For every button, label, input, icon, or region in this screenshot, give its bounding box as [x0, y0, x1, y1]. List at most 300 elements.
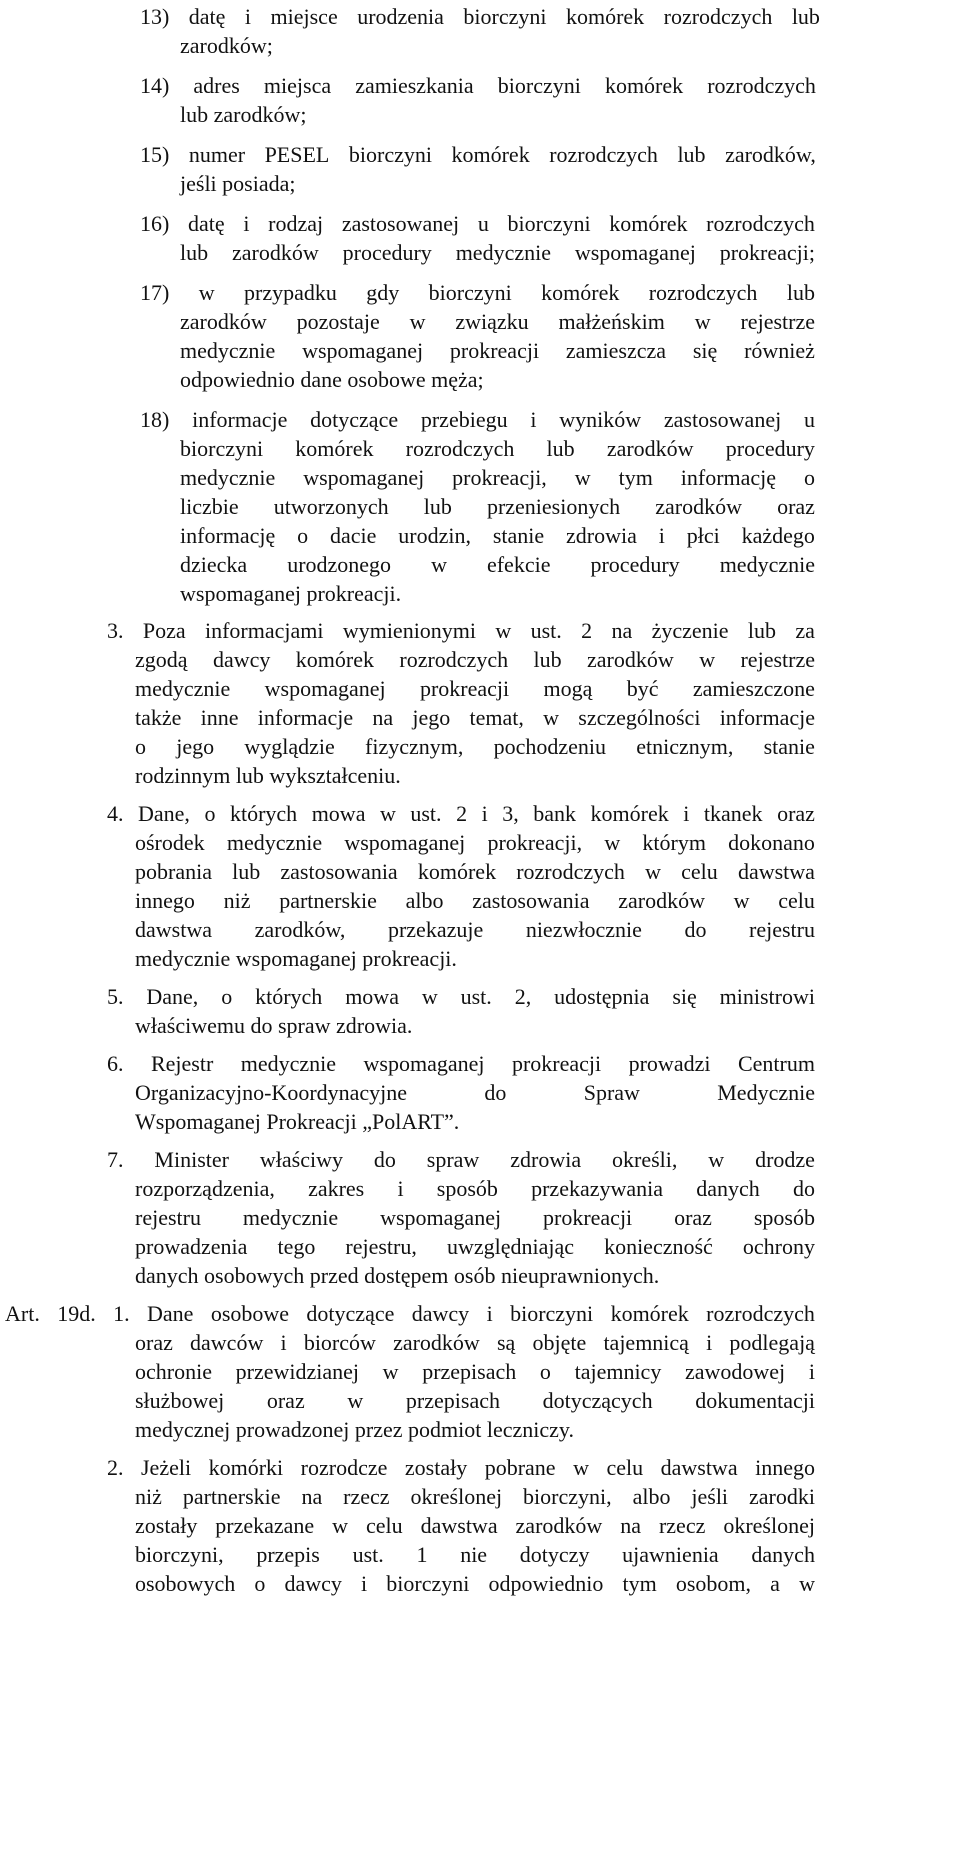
text-word: oraz	[135, 1330, 173, 1355]
text-line	[107, 799, 815, 829]
text-word: mowa	[311, 801, 366, 826]
text-word: rozporządzenia,	[135, 1176, 275, 1201]
text-word: wspomaganej	[302, 338, 424, 363]
text-line	[135, 1357, 815, 1387]
text-line	[135, 1174, 815, 1204]
text-word: zdrowia	[566, 523, 637, 548]
text-word: objęte	[532, 1330, 587, 1355]
text-word: w	[574, 465, 591, 490]
text-word: w	[431, 552, 447, 577]
text-word: biorczyni	[180, 436, 264, 461]
text-word: komórek	[295, 647, 374, 672]
text-word: danych	[751, 1542, 815, 1567]
text-word: przewidzianej	[235, 1359, 359, 1384]
text-word: służbowej	[135, 1388, 225, 1413]
text-word: stanie	[492, 523, 545, 548]
text-word: i	[706, 1330, 713, 1355]
text-word: urodzin,	[398, 523, 471, 548]
text-line	[107, 1453, 815, 1483]
text-line	[135, 645, 815, 675]
text-word: u	[477, 211, 489, 236]
text-word: wymienionymi	[342, 618, 477, 643]
text-word: przypadku	[244, 280, 337, 305]
text-word: urodzonego	[287, 552, 392, 577]
text-word: procedury	[342, 240, 432, 265]
text-word: Jeżeli	[141, 1455, 192, 1480]
text-word: przepis	[256, 1542, 320, 1567]
text-word: innego	[755, 1455, 815, 1480]
text-line	[140, 140, 816, 170]
text-word: lub	[533, 647, 562, 672]
text-word: wspomaganej	[344, 830, 466, 855]
text-word: Rejestr	[150, 1051, 214, 1076]
text-word: wspomaganej	[574, 240, 696, 265]
text-word: miejsca	[263, 73, 332, 98]
text-word: komórek	[609, 211, 688, 236]
text-word: o	[297, 523, 309, 548]
text-line: jeśli posiada;	[180, 171, 296, 196]
text-word: 2	[456, 801, 468, 826]
text-word: o	[135, 734, 146, 759]
text-word: rzecz	[658, 1513, 706, 1538]
text-line	[135, 1386, 815, 1416]
text-word: rozrodczych	[405, 436, 515, 461]
text-word: lub	[791, 4, 820, 29]
text-word: do	[792, 1176, 815, 1201]
text-word: rodzaj	[268, 211, 324, 236]
text-word: prokreacji	[419, 676, 510, 701]
text-word: dawcy	[284, 1571, 342, 1596]
text-word: 15)	[140, 142, 170, 167]
text-word: informacjami	[204, 618, 324, 643]
text-word: inne	[200, 705, 239, 730]
text-word: odpowiednio	[488, 1571, 604, 1596]
text-line	[180, 307, 815, 337]
text-line	[135, 1328, 815, 1358]
text-word: rejestrze	[740, 309, 815, 334]
text-word: zakres	[308, 1176, 365, 1201]
text-word: zarodków	[606, 436, 694, 461]
text-word: dawców	[190, 1330, 264, 1355]
text-word: Minister	[154, 1147, 229, 1172]
text-line	[135, 857, 815, 887]
text-word: rejestrze	[740, 647, 815, 672]
text-word: biorczyni	[386, 1571, 470, 1596]
text-line	[140, 278, 815, 308]
text-word: o	[803, 465, 815, 490]
text-word: dacie	[330, 523, 377, 548]
text-word: rozrodczych	[706, 211, 815, 236]
text-word: w	[699, 647, 716, 672]
text-word: medycznie	[719, 552, 815, 577]
text-word: do	[484, 1080, 507, 1105]
text-word: mogą	[543, 676, 593, 701]
text-word: utworzonych	[273, 494, 389, 519]
text-line	[140, 209, 815, 239]
text-word: wspomaganej	[303, 465, 425, 490]
text-word: rozrodczych	[516, 859, 625, 884]
text-word: komórek	[590, 801, 669, 826]
text-word: pobrania	[135, 859, 212, 884]
text-word: są	[497, 1330, 516, 1355]
text-word: rejestru,	[345, 1234, 417, 1259]
text-word: ust.	[530, 618, 562, 643]
text-word: tajemnicy	[574, 1359, 662, 1384]
text-line	[135, 886, 815, 916]
text-line: Wspomaganej Prokreacji „PolART”.	[135, 1109, 460, 1134]
text-word: do	[684, 917, 707, 942]
text-word: albo	[632, 1484, 671, 1509]
text-word: liczbie	[180, 494, 239, 519]
text-word: zastosowanej	[663, 407, 782, 432]
text-word: informację	[180, 523, 276, 548]
text-word: płci	[686, 523, 720, 548]
text-line	[135, 1203, 815, 1233]
text-word: danych	[696, 1176, 760, 1201]
text-word: medycznie	[180, 465, 276, 490]
text-word: rejestru	[135, 1205, 201, 1230]
text-word: lub	[546, 436, 575, 461]
text-word: jego	[412, 705, 451, 730]
text-line	[135, 1569, 815, 1599]
text-word: w	[379, 801, 396, 826]
text-line: rodzinnym lub wykształceniu.	[135, 763, 401, 788]
text-word: dawstwa	[420, 1513, 498, 1538]
text-word: tajemnicą	[603, 1330, 689, 1355]
text-word: informację	[680, 465, 777, 490]
text-word: w	[495, 618, 512, 643]
text-word: 16)	[140, 211, 170, 236]
text-line	[107, 982, 815, 1012]
text-word: dotyczące	[310, 407, 399, 432]
text-word: niezwłocznie	[525, 917, 642, 942]
text-word: 3,	[502, 801, 519, 826]
text-word: medycznie	[455, 240, 551, 265]
text-word: Centrum	[737, 1051, 815, 1076]
text-word: w	[645, 859, 661, 884]
text-line	[135, 732, 815, 762]
text-word: życzenie	[651, 618, 729, 643]
text-word: przebiegu	[420, 407, 508, 432]
text-word: komórek	[417, 859, 497, 884]
text-word: się	[672, 984, 697, 1009]
text-line	[107, 1049, 815, 1079]
text-word: na	[372, 705, 394, 730]
text-word: partnerskie	[279, 888, 377, 913]
text-line	[140, 2, 820, 32]
text-word: a	[770, 1571, 780, 1596]
text-line: medycznej prowadzonej przez podmiot leczniczy.	[135, 1417, 574, 1442]
text-word: osobom,	[675, 1571, 752, 1596]
text-word: rejestru	[749, 917, 815, 942]
text-line	[180, 336, 815, 366]
text-word: zawodowej	[684, 1359, 786, 1384]
text-line	[140, 71, 816, 101]
text-line	[135, 1078, 815, 1108]
text-word: lub	[232, 859, 261, 884]
text-word: PESEL	[264, 142, 330, 167]
text-word: Dane	[147, 1301, 194, 1326]
text-word: datę	[188, 211, 225, 236]
text-word: dokonano	[728, 830, 815, 855]
text-word: przekazywania	[531, 1176, 664, 1201]
text-word: i	[530, 407, 537, 432]
text-word: Poza	[142, 618, 186, 643]
text-word: uwzględniając	[446, 1234, 574, 1259]
text-word: biorczyni,	[135, 1542, 224, 1567]
text-word: zarodków,	[725, 142, 816, 167]
text-word: medycznie	[240, 1051, 337, 1076]
text-word: w	[733, 888, 750, 913]
text-word: podlegają	[729, 1330, 815, 1355]
text-word: celu	[606, 1455, 644, 1480]
text-word: zastosowania	[280, 859, 398, 884]
text-word: zarodków	[587, 647, 674, 672]
text-word: określi,	[612, 1147, 678, 1172]
text-word: dotyczy	[519, 1542, 590, 1567]
text-word: dawstwa	[737, 859, 815, 884]
text-word: i	[280, 1330, 287, 1355]
text-word: dawstwa	[660, 1455, 738, 1480]
text-word: drodze	[755, 1147, 815, 1172]
text-word: Organizacyjno-Koordynacyjne	[135, 1080, 408, 1105]
text-word: dawcy	[411, 1301, 470, 1326]
text-word: związku	[455, 309, 529, 334]
text-word: w	[382, 1359, 399, 1384]
text-word: i	[244, 4, 252, 29]
text-word: lub	[786, 280, 815, 305]
text-word: zarodków	[515, 1513, 603, 1538]
text-word: o	[204, 801, 216, 826]
text-line	[180, 463, 815, 493]
text-word: pobrane	[484, 1455, 556, 1480]
text-word: mowa	[345, 984, 399, 1009]
text-word: o	[539, 1359, 551, 1384]
text-word: w	[573, 1455, 589, 1480]
text-word: 1	[416, 1542, 428, 1567]
text-word: i	[243, 211, 250, 236]
text-word: rozrodczych	[399, 647, 509, 672]
text-word: 17)	[140, 280, 170, 305]
text-line	[135, 1540, 815, 1570]
text-word: oraz	[777, 494, 815, 519]
text-word: prokreacji,	[487, 830, 583, 855]
text-word: ust.	[460, 984, 492, 1009]
text-word: do	[373, 1147, 396, 1172]
text-word: fizycznym,	[365, 734, 464, 759]
text-word: urodzenia	[357, 4, 444, 29]
text-word: komórek	[565, 4, 645, 29]
text-word: tego	[277, 1234, 316, 1259]
text-word: o	[254, 1571, 266, 1596]
text-word: informacje	[257, 705, 354, 730]
text-word: 18)	[140, 407, 170, 432]
text-word: tym	[618, 465, 653, 490]
text-word: Dane,	[146, 984, 199, 1009]
text-word: i	[397, 1176, 404, 1201]
text-word: w	[694, 309, 711, 334]
text-word: 7.	[107, 1147, 124, 1172]
text-word: w	[543, 705, 560, 730]
text-word: partnerskie	[182, 1484, 281, 1509]
text-word: biorczyni	[497, 73, 581, 98]
text-line: danych osobowych przed dostępem osób nieuprawnionych.	[135, 1263, 660, 1288]
text-word: których	[255, 984, 323, 1009]
text-word: zamieszcza	[565, 338, 667, 363]
text-word: informacje	[719, 705, 815, 730]
text-word: i	[658, 523, 665, 548]
text-word: medycznie	[226, 830, 323, 855]
text-word: komórek	[604, 73, 684, 98]
text-word: sposób	[753, 1205, 815, 1230]
text-word: zarodków	[618, 888, 705, 913]
text-word: zgodą	[135, 647, 188, 672]
text-word: zostały	[135, 1513, 198, 1538]
text-word: zastosowania	[472, 888, 590, 913]
text-word: 2	[581, 618, 593, 643]
text-word: którym	[642, 830, 706, 855]
text-word: rozrodczych	[706, 1301, 815, 1326]
text-word: określonej	[723, 1513, 815, 1538]
text-word: i	[808, 1359, 815, 1384]
text-word: w	[198, 280, 215, 305]
text-word: zdrowia	[510, 1147, 582, 1172]
text-word: i	[361, 1571, 368, 1596]
text-line: wspomaganej prokreacji.	[180, 581, 402, 606]
text-word: tym	[622, 1571, 657, 1596]
text-line	[107, 1145, 815, 1175]
text-line: zarodków;	[180, 33, 273, 58]
text-word: się	[692, 338, 718, 363]
text-word: wspomaganej	[264, 676, 386, 701]
text-word: zarodków	[393, 1330, 480, 1355]
text-word: biorczyni	[510, 1301, 594, 1326]
text-word: komórki	[208, 1455, 284, 1480]
text-word: stanie	[763, 734, 815, 759]
text-word: prokreacji	[449, 338, 540, 363]
text-word: nie	[460, 1542, 488, 1567]
text-word: celu	[778, 888, 815, 913]
text-word: biorczyni	[463, 4, 547, 29]
text-word: Art.	[5, 1301, 40, 1326]
text-word: datę	[188, 4, 226, 29]
text-line	[180, 550, 815, 580]
text-word: celu	[366, 1513, 403, 1538]
text-word: rozrodczych	[648, 280, 758, 305]
text-word: pozostaje	[296, 309, 380, 334]
text-word: komórek	[610, 1301, 689, 1326]
text-word: medycznie	[135, 676, 231, 701]
text-word: przeniesionych	[486, 494, 621, 519]
text-line	[180, 238, 815, 268]
text-word: numer	[188, 142, 246, 167]
text-word: medycznie	[242, 1205, 339, 1230]
text-word: w	[708, 1147, 725, 1172]
text-word: być	[626, 676, 659, 701]
text-word: wspomaganej	[380, 1205, 502, 1230]
text-word: zarodków,	[254, 917, 346, 942]
text-word: osobowych	[135, 1571, 236, 1596]
text-word: biorczyni	[348, 142, 432, 167]
text-line	[107, 616, 815, 646]
text-word: jego	[176, 734, 215, 759]
text-word: medycznie	[180, 338, 276, 363]
text-word: etnicznym,	[636, 734, 734, 759]
text-word: sposób	[436, 1176, 498, 1201]
text-line	[180, 434, 815, 464]
text-word: prokreacji	[543, 1205, 633, 1230]
text-word: dawcy	[212, 647, 271, 672]
text-word: 1.	[113, 1301, 130, 1326]
text-line: lub zarodków;	[180, 102, 307, 127]
text-word: niż	[223, 888, 251, 913]
text-word: na	[301, 1484, 323, 1509]
text-word: zarodki	[748, 1484, 815, 1509]
text-word: których	[229, 801, 298, 826]
text-word: lub	[747, 618, 776, 643]
text-word: komórek	[541, 280, 620, 305]
text-word: lub	[180, 240, 209, 265]
text-word: konieczność	[604, 1234, 713, 1259]
text-word: temat,	[469, 705, 524, 730]
text-word: Spraw	[583, 1080, 640, 1105]
text-word: miejsce	[270, 4, 338, 29]
text-word: biorczyni	[428, 280, 512, 305]
text-word: zamieszczone	[692, 676, 815, 701]
text-word: prokreacji	[511, 1051, 602, 1076]
text-word: Dane,	[138, 801, 190, 826]
text-word: oraz	[674, 1205, 712, 1230]
text-word: 19d.	[57, 1301, 96, 1326]
text-word: Medycznie	[717, 1080, 815, 1105]
text-word: dokumentacji	[695, 1388, 815, 1413]
text-word: w	[409, 309, 426, 334]
text-word: ośrodek	[135, 830, 205, 855]
text-word: zarodków	[655, 494, 742, 519]
text-word: ust.	[410, 801, 442, 826]
text-word: rzecz	[343, 1484, 390, 1509]
text-word: gdy	[366, 280, 400, 305]
text-word: zostały	[404, 1455, 468, 1480]
text-line	[135, 674, 815, 704]
text-word: i	[481, 801, 488, 826]
text-word: w	[799, 1571, 815, 1596]
text-word: biorczyni,	[523, 1484, 612, 1509]
text-word: jeśli	[691, 1484, 729, 1509]
text-word: przekazane	[215, 1513, 315, 1538]
text-word: spraw	[426, 1147, 480, 1172]
text-line	[135, 1232, 815, 1262]
text-word: 3.	[107, 618, 124, 643]
text-word: na	[620, 1513, 642, 1538]
text-word: 4.	[107, 801, 124, 826]
text-word: ujawnienia	[622, 1542, 719, 1567]
text-line: właściwemu do spraw zdrowia.	[135, 1013, 413, 1038]
text-line	[135, 1482, 815, 1512]
text-word: prokreacji;	[719, 240, 815, 265]
text-word: 6.	[107, 1051, 124, 1076]
text-word: tkanek	[703, 801, 763, 826]
text-line	[180, 492, 815, 522]
text-word: 2.	[107, 1455, 124, 1480]
text-word: procedury	[590, 552, 680, 577]
text-word: właściwy	[259, 1147, 343, 1172]
text-word: bank	[533, 801, 577, 826]
text-word: komórek	[295, 436, 374, 461]
text-line	[135, 1511, 815, 1541]
text-line: medycznie wspomaganej prokreacji.	[135, 946, 457, 971]
text-word: i	[486, 1301, 493, 1326]
